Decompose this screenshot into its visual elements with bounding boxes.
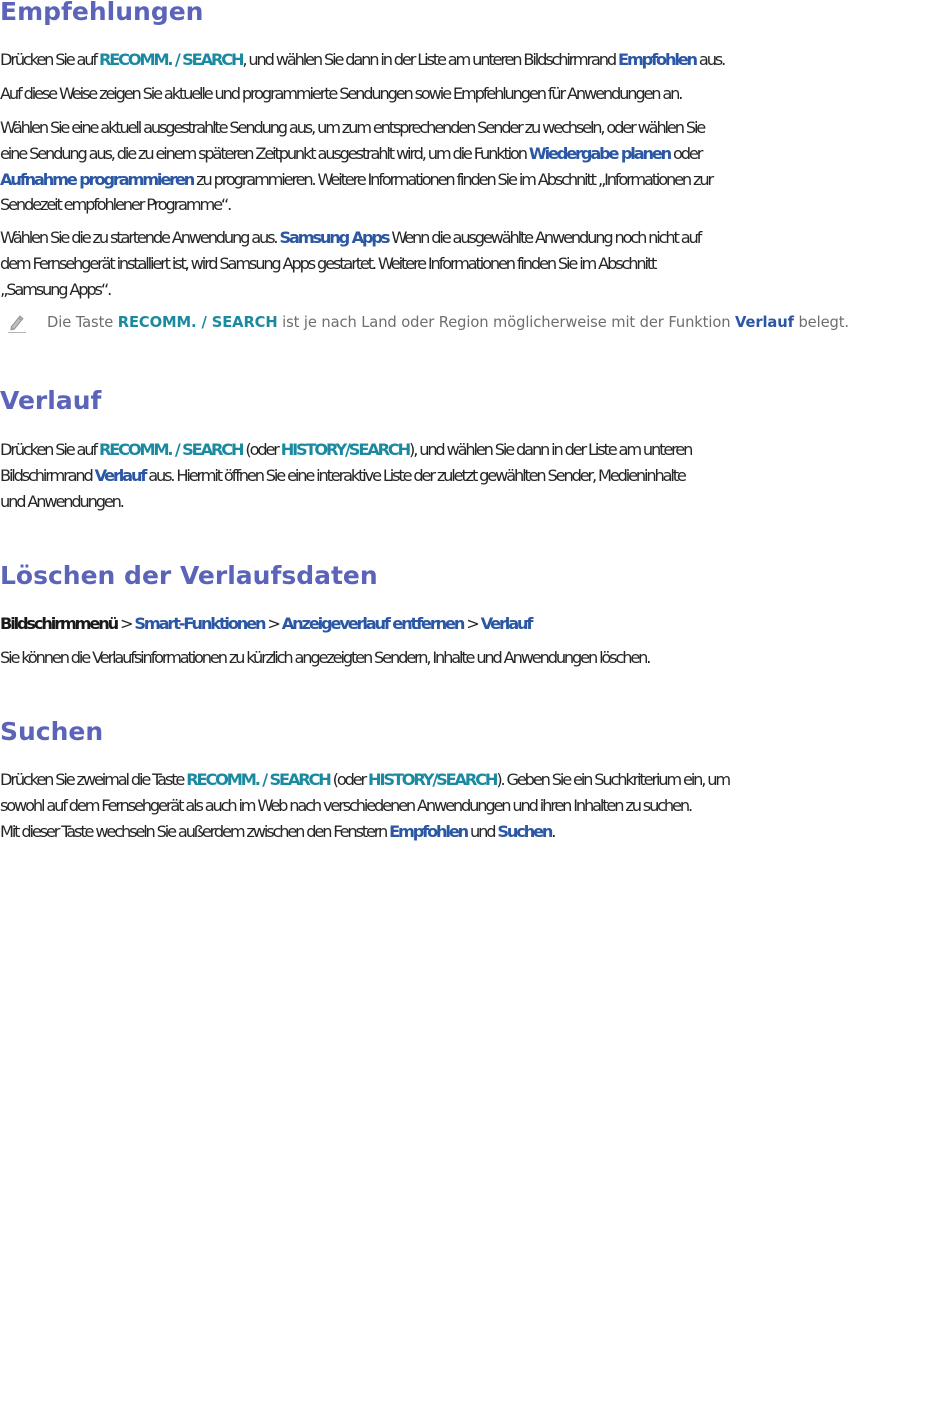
text: Die Taste <box>47 314 118 331</box>
text-line: Sendezeit empfohlener Programme“. <box>0 195 231 215</box>
paragraph <box>0 81 948 107</box>
text: ). Geben Sie ein Suchkriterium ein, um <box>496 770 730 789</box>
menu-path-root: Bildschirmmenü <box>0 614 117 633</box>
text-line: Sie können die Verlaufsinformationen zu kürzlich angezeigten Sendern, Inhalte und Anwendungen löschen. <box>0 648 650 667</box>
text-line: Auf diese Weise zeigen Sie aktuelle und programmierte Sendungen sowie Empfehlungen für Anwendungen an. <box>0 84 682 103</box>
paragraph <box>0 645 948 671</box>
text: Wenn die ausgewählte Anwendung noch nicht auf <box>388 228 701 247</box>
section-title-suchen: Suchen <box>0 717 104 746</box>
text: (oder <box>242 440 281 459</box>
text-line <box>0 141 948 167</box>
menu-label-aufnahme-programmieren: Aufnahme programmieren <box>0 169 194 189</box>
key-label-recomm-search: RECOMM. / SEARCH <box>98 50 243 69</box>
menu-label-suchen: Suchen <box>497 821 552 841</box>
text: Drücken Sie zweimal die Taste <box>0 770 187 789</box>
menu-label-samsung-apps: Samsung Apps <box>279 228 389 247</box>
text: Bildschirmrand <box>0 465 95 485</box>
paragraph <box>0 47 948 73</box>
note-text <box>47 312 849 334</box>
section-title-loeschen: Löschen der Verlaufsdaten <box>0 561 378 590</box>
section-title-verlauf: Verlauf <box>0 386 102 415</box>
key-label-recomm-search: RECOMM. / SEARCH <box>117 314 278 331</box>
text-line <box>0 819 948 845</box>
text-line: Wählen Sie eine aktuell ausgestrahlte Sendung aus, um zum entsprechenden Sender zu wechseln, oder wählen Sie <box>0 118 705 137</box>
text: eine Sendung aus, die zu einem späteren Zeitpunkt ausgestrahlt wird, um die Funktion <box>0 143 529 163</box>
text: und <box>467 821 498 841</box>
breadcrumb-separator: > <box>116 614 135 633</box>
text: Drücken Sie auf <box>0 440 99 459</box>
text: oder <box>670 143 702 163</box>
text-line <box>0 167 948 193</box>
menu-label-empfohlen: Empfohlen <box>618 50 696 69</box>
text: Wählen Sie die zu startende Anwendung aus. <box>0 228 280 247</box>
text: . <box>551 821 555 841</box>
menu-label-verlauf: Verlauf <box>735 314 794 331</box>
key-label-recomm-search: RECOMM. / SEARCH <box>186 770 330 789</box>
text-line <box>0 767 948 793</box>
text-line: „Samsung Apps“. <box>0 279 111 299</box>
breadcrumb-separator: > <box>264 614 282 633</box>
paragraph <box>0 225 948 302</box>
breadcrumb-separator: > <box>463 614 481 633</box>
paragraph <box>0 767 948 844</box>
menu-path-anzeigeverlauf-entfernen: Anzeigeverlauf entfernen <box>281 614 464 633</box>
note <box>0 312 948 336</box>
text: ist je nach Land oder Region möglicherweise mit der Funktion <box>277 314 735 331</box>
text-line <box>0 463 948 489</box>
text: zu programmieren. Weitere Informationen finden Sie im Abschnitt „Informationen zur <box>193 169 712 189</box>
paragraph <box>0 115 948 218</box>
text-line: dem Fernsehgerät installiert ist, wird Samsung Apps gestartet. Weitere Informationen finden Sie im Abschnitt <box>0 253 656 273</box>
text-line <box>0 225 948 251</box>
text: aus. <box>695 50 725 69</box>
section-title-empfehlungen: Empfehlungen <box>0 0 204 26</box>
text: , und wählen Sie dann in der Liste am unteren Bildschirmrand <box>242 50 619 69</box>
key-label-history-search: HISTORY/SEARCH <box>368 770 497 789</box>
paragraph <box>0 437 948 514</box>
text: Mit dieser Taste wechseln Sie außerdem zwischen den Fenstern <box>0 821 390 841</box>
pencil-icon <box>6 312 28 334</box>
text-line <box>0 437 948 463</box>
text-line <box>0 47 948 73</box>
menu-label-empfohlen: Empfohlen <box>389 821 468 841</box>
breadcrumb <box>0 611 948 637</box>
text-line: und Anwendungen. <box>0 491 123 511</box>
key-label-recomm-search: RECOMM. / SEARCH <box>98 440 243 459</box>
text: Drücken Sie auf <box>0 50 99 69</box>
key-label-history-search: HISTORY/SEARCH <box>280 440 410 459</box>
menu-path-smart-funktionen: Smart-Funktionen <box>134 614 265 633</box>
menu-label-verlauf: Verlauf <box>94 465 146 485</box>
text-line: sowohl auf dem Fernsehgerät als auch im Web nach verschiedenen Anwendungen und ihren Inhalten zu suchen. <box>0 795 691 815</box>
text: belegt. <box>793 314 849 331</box>
menu-path-verlauf: Verlauf <box>480 614 532 633</box>
menu-label-wiedergabe-planen: Wiedergabe planen <box>528 143 671 163</box>
text: (oder <box>329 770 369 789</box>
text: ), und wählen Sie dann in der Liste am unteren <box>409 440 692 459</box>
text: aus. Hiermit öffnen Sie eine interaktive Liste der zuletzt gewählten Sender, Medieninhalte <box>145 465 685 485</box>
menu-path <box>0 611 948 637</box>
